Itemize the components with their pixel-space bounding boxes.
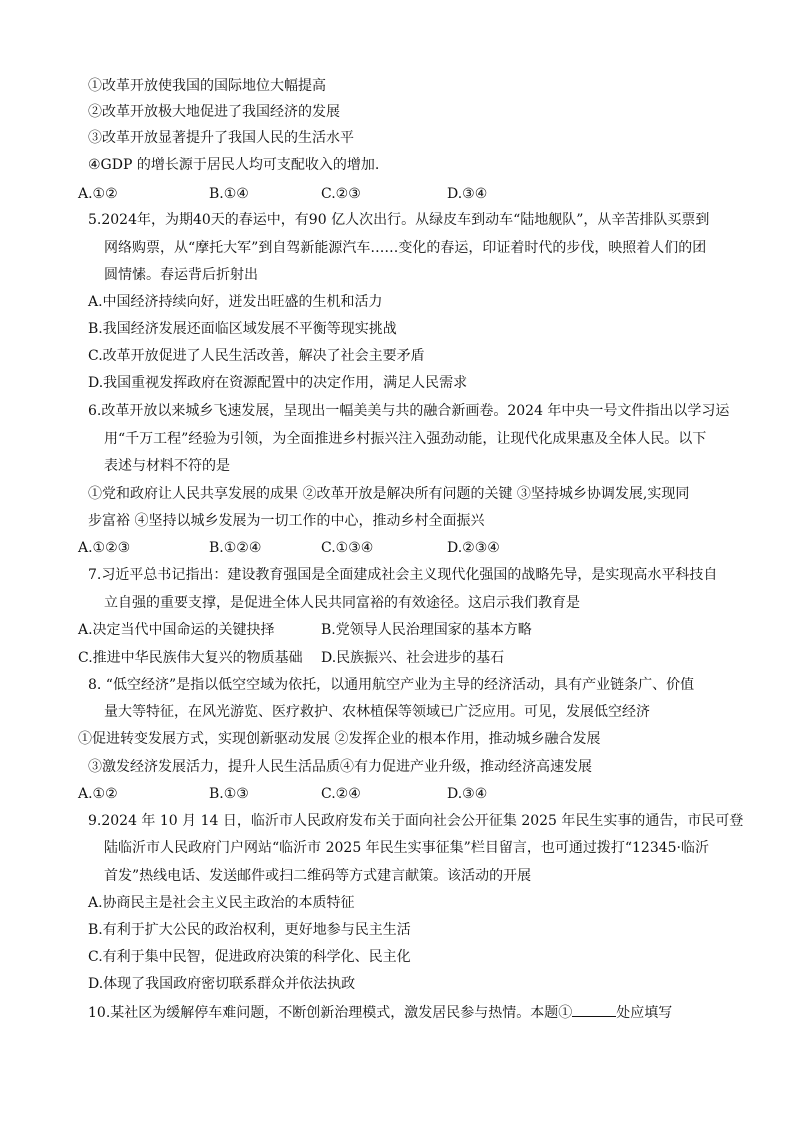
q7-option-d[interactable]: D.民族振兴、社会进步的基石 bbox=[321, 650, 505, 666]
q6-option-b[interactable]: B.①②④ bbox=[209, 540, 262, 556]
q9-option-c[interactable]: C.有利于集中民智，促进政府决策的科学化、民主化 bbox=[88, 949, 411, 965]
q6-stem-line-3: 表述与材料不符的是 bbox=[104, 458, 230, 474]
q10-stem bbox=[88, 1002, 672, 1023]
q7-option-c[interactable]: C.推进中华民族伟大复兴的物质基础 bbox=[78, 650, 303, 666]
q7-stem-line-1: 7.习近平总书记指出：建设教育强国是全面建成社会主义现代化强国的战略先导，是实现高水平科技自 bbox=[88, 567, 718, 583]
q4-statement-2: ②改革开放极大地促进了我国经济的发展 bbox=[88, 104, 340, 120]
q5-option-a[interactable]: A.中国经济持续向好，迸发出旺盛的生机和活力 bbox=[88, 294, 383, 310]
q4-option-b[interactable]: B.①④ bbox=[209, 186, 249, 202]
q4-option-c[interactable]: C.②③ bbox=[321, 186, 361, 202]
q7-option-b[interactable]: B.党领导人民治理国家的基本方略 bbox=[321, 622, 532, 638]
q9-option-b[interactable]: B.有利于扩大公民的政治权利，更好地参与民主生活 bbox=[88, 922, 411, 938]
q8-option-c[interactable]: C.②④ bbox=[321, 786, 361, 802]
q6-option-d[interactable]: D.②③④ bbox=[447, 540, 500, 556]
q8-option-a[interactable]: A.①② bbox=[78, 786, 118, 802]
q5-option-d[interactable]: D.我国重视发挥政府在资源配置中的决定作用，满足人民需求 bbox=[88, 375, 468, 391]
q9-option-a[interactable]: A.协商民主是社会主义民主政治的本质特征 bbox=[88, 895, 355, 911]
q4-option-a[interactable]: A.①② bbox=[78, 186, 118, 202]
q7-option-a[interactable]: A.决定当代中国命运的关键抉择 bbox=[78, 622, 275, 638]
q8-statements-line-2: ③激发经济发展活力，提升人民生活品质④有力促进产业升级，推动经济高速发展 bbox=[88, 759, 592, 775]
q6-option-a[interactable]: A.①②③ bbox=[78, 540, 131, 556]
q6-stem-line-1: 6.改革开放以来城乡飞速发展，呈现出一幅美美与共的融合新画卷。2024 年中央一号文件指出以学习运 bbox=[88, 403, 730, 419]
q5-stem-line-2: 网络购票，从“摩托大军”到自驾新能源汽车……变化的春运，印证着时代的步伐，映照着人们的团 bbox=[104, 240, 707, 256]
q4-statement-4: ④GDP 的增长源于居民人均可支配收入的增加. bbox=[88, 157, 380, 173]
q8-option-b[interactable]: B.①③ bbox=[209, 786, 249, 802]
q9-stem-line-2: 陆临沂市人民政府门户网站“临沂市 2025 年民生实事征集”栏目留言，也可通过拨打“12345·临沂 bbox=[104, 840, 709, 856]
q5-stem-line-1: 5.2024年，为期40天的春运中，有90 亿人次出行。从绿皮车到动车“陆地舰队”，从辛苦排队买票到 bbox=[88, 212, 710, 228]
q4-option-d[interactable]: D.③④ bbox=[447, 186, 488, 202]
q4-statement-1: ①改革开放使我国的国际地位大幅提高 bbox=[88, 78, 326, 94]
q5-option-b[interactable]: B.我国经济发展还面临区域发展不平衡等现实挑战 bbox=[88, 321, 397, 337]
q10-answer-blank[interactable] bbox=[572, 1002, 616, 1017]
q5-stem-line-3: 圆情愫。春运背后折射出 bbox=[104, 267, 258, 283]
q9-option-d[interactable]: D.体现了我国政府密切联系群众并依法执政 bbox=[88, 976, 356, 992]
q8-stem-line-1: 8. “低空经济”是指以低空空域为依托，以通用航空产业为主导的经济活动，具有产业链条广、价值 bbox=[88, 677, 695, 693]
q7-stem-line-2: 立自强的重要支撑，是促进全体人民共同富裕的有效途径。这启示我们教育是 bbox=[104, 595, 580, 611]
q9-stem-line-1: 9.2024 年 10 月 14 日，临沂市人民政府发布关于面向社会公开征集 2025 年民生实事的通告，市民可登 bbox=[88, 813, 744, 829]
q8-statements-line-1: ①促进转变发展方式，实现创新驱动发展 ②发挥企业的根本作用，推动城乡融合发展 bbox=[78, 731, 601, 747]
q6-stem-line-2: 用“千万工程”经验为引领，为全面推进乡村振兴注入强劲动能，让现代化成果惠及全体人民。以下 bbox=[104, 431, 707, 447]
q6-statements-line-1: ①党和政府让人民共享发展的成果 ②改革开放是解决所有问题的关键 ③坚持城乡协调发展,实现同 bbox=[88, 486, 690, 502]
q9-stem-line-3: 首发”热线电话、发送邮件或扫二维码等方式建言献策。该活动的开展 bbox=[104, 868, 532, 884]
q6-option-c[interactable]: C.①③④ bbox=[321, 540, 374, 556]
q5-option-c[interactable]: C.改革开放促进了人民生活改善，解决了社会主要矛盾 bbox=[88, 348, 425, 364]
q8-option-d[interactable]: D.③④ bbox=[447, 786, 488, 802]
q10-stem-after: 处应填写 bbox=[616, 1005, 673, 1021]
q6-statements-line-2: 步富裕 ④坚持以城乡发展为一切工作的中心，推动乡村全面振兴 bbox=[88, 513, 485, 529]
q10-stem-before: 10.某社区为缓解停车难问题，不断创新治理模式，激发居民参与热情。本题① bbox=[88, 1005, 573, 1021]
q4-statement-3: ③改革开放显著提升了我国人民的生活水平 bbox=[88, 130, 354, 146]
q8-stem-line-2: 量大等特征，在风光游览、医疗救护、农林植保等领域已广泛应用。可见，发展低空经济 bbox=[104, 704, 650, 720]
